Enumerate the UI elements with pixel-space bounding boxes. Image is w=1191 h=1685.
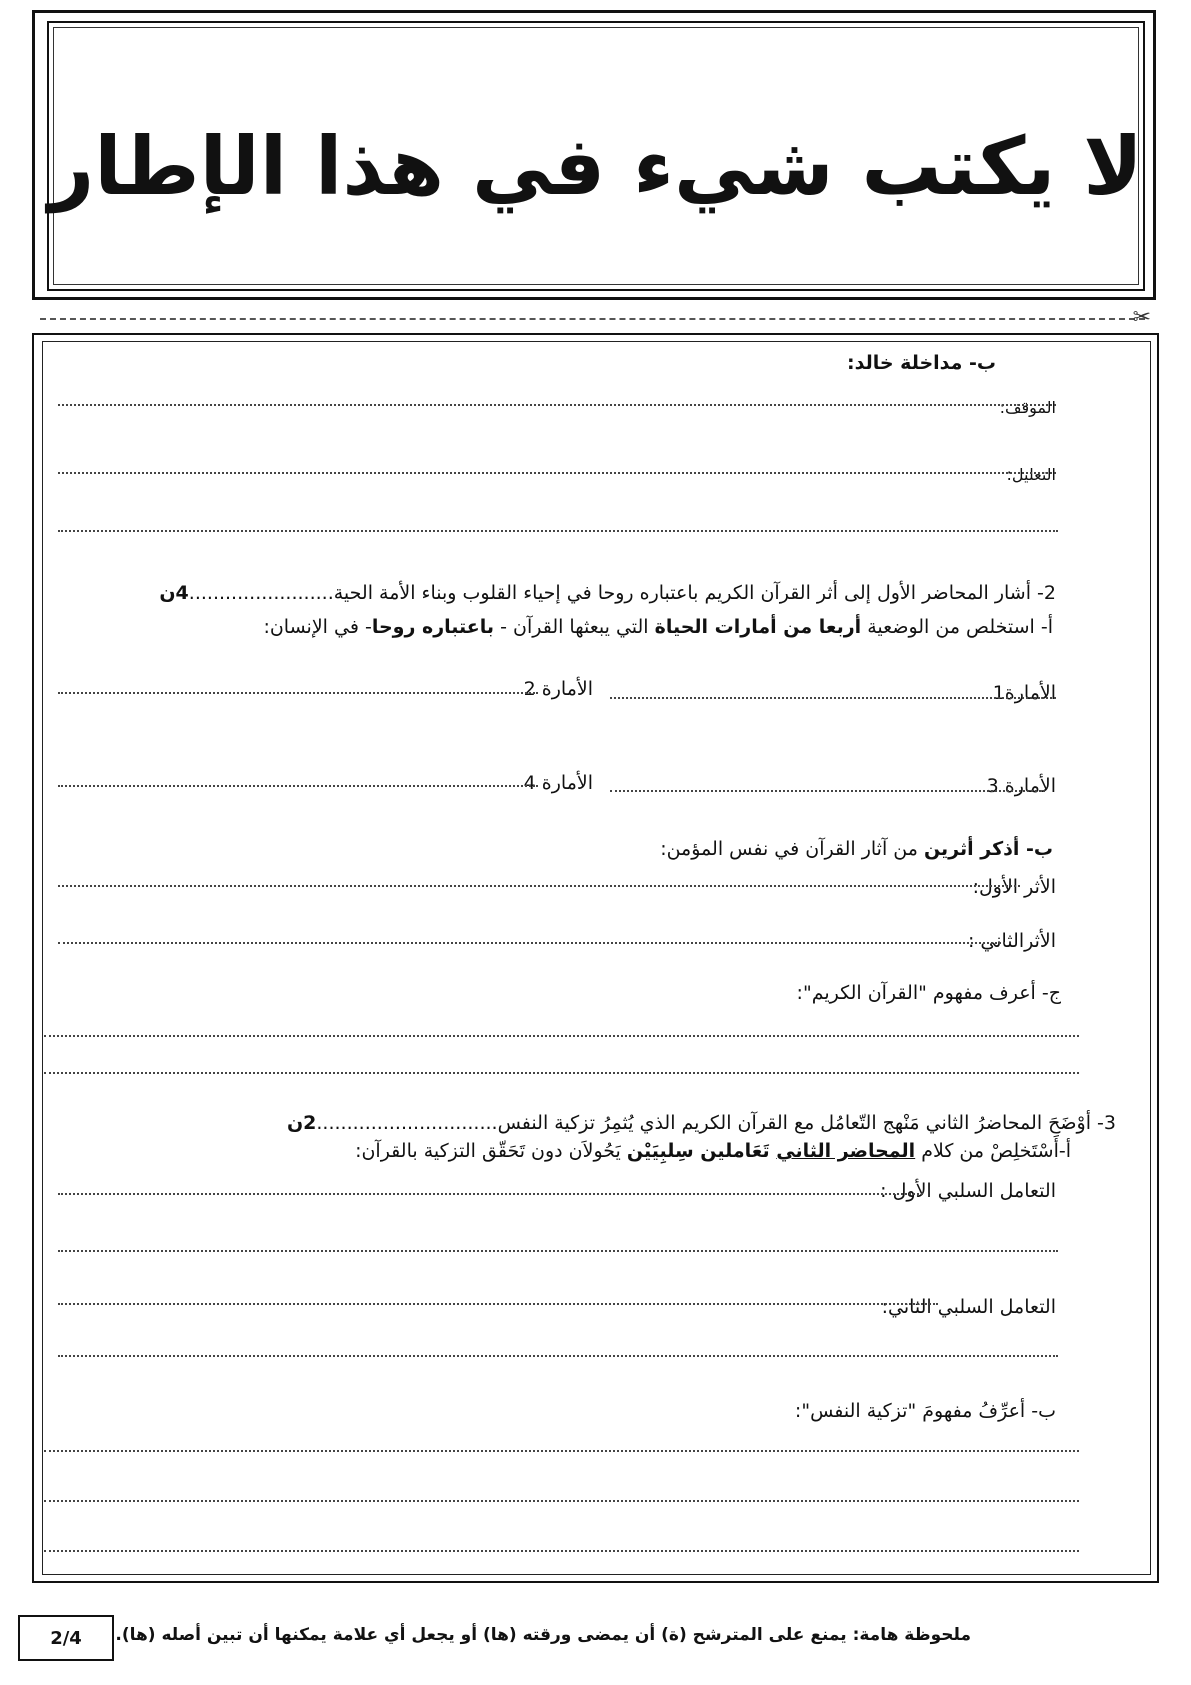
- answer-line[interactable]: [44, 1035, 1079, 1037]
- answer-line[interactable]: [44, 1450, 1079, 1452]
- sign1-label: الأمارة1: [992, 682, 1056, 704]
- section-b-title: ب- مداخلة خالد:: [847, 352, 996, 374]
- footer-note: ملحوظة هامة: يمنع على المترشح (ة) أن يمضى ورقته (ها) أو يجعل أي علامة يمكنها أن تبين أصله (ها).: [115, 1625, 971, 1645]
- scissors-icon: ✂: [1132, 305, 1151, 330]
- answer-line[interactable]: [58, 692, 538, 694]
- sign3-label: الأمارة 3: [986, 775, 1056, 797]
- q3-b-instruction: ب- أعرِّفُ مفهومَ "تزكية النفس":: [794, 1400, 1056, 1422]
- q2-a-mid: التي يبعثها القرآن -: [494, 616, 655, 638]
- answer-line[interactable]: [610, 697, 1056, 699]
- q2-a-prefix: أ- استخلص من الوضعية: [861, 616, 1053, 638]
- answer-line[interactable]: [58, 1355, 1058, 1357]
- cut-line: [40, 318, 1145, 320]
- negative2-label: التعامل السلبي الثاني:: [881, 1296, 1056, 1318]
- q3-points: 2ن: [286, 1112, 317, 1134]
- position-label: الموقف:: [999, 398, 1056, 417]
- q3-a-underline: المحاضر الثاني: [776, 1140, 916, 1162]
- q2-points: 4ن: [159, 582, 189, 604]
- effect1-label: الأثر الأول:: [972, 876, 1056, 898]
- sign4-label: الأمارة 4: [523, 772, 593, 794]
- answer-line[interactable]: [58, 942, 1005, 944]
- q3-a-instruction: [355, 1140, 1071, 1162]
- answer-line[interactable]: [58, 1250, 1058, 1252]
- answer-line[interactable]: [58, 785, 538, 787]
- q2-b-instruction: [660, 838, 1053, 860]
- answer-frame: [32, 333, 1159, 1583]
- negative1-label: التعامل السلبي الأول :: [880, 1180, 1056, 1202]
- q2-b-prefix: ب-: [1019, 838, 1053, 860]
- q3-a-suffix: يَحُولاَن دون تَحَقّق التزكية بالقرآن:: [355, 1140, 627, 1162]
- q3-a-bold: تَعَاملين سِلبِيَيْن: [626, 1140, 777, 1162]
- q3-a-prefix: أ-أَسْتَخلِصْ من كلام: [915, 1140, 1071, 1162]
- sign2-label: الأمارة 2: [523, 678, 593, 700]
- q2-a-bold2: باعتباره روحا: [371, 616, 495, 638]
- answer-line[interactable]: [610, 790, 1045, 792]
- q2-a-bold: أربعا من أمارات الحياة: [654, 616, 862, 638]
- answer-line[interactable]: [58, 472, 1056, 474]
- answer-line[interactable]: [58, 1303, 938, 1305]
- q3-stem: [287, 1112, 1116, 1134]
- justification-label: التعليل:: [1006, 465, 1056, 484]
- q2-stem-text: 2- أشار المحاضر الأول إلى أثر القرآن الكريم باعتباره روحا في إحياء القلوب وبناء الأمة الحية: [333, 582, 1056, 604]
- answer-line[interactable]: [58, 530, 1058, 532]
- q2-stem: [159, 582, 1056, 604]
- q2-b-bold: أذكر أثرين: [923, 838, 1020, 860]
- answer-line[interactable]: [58, 404, 1056, 406]
- q2-b-rest: من آثار القرآن في نفس المؤمن:: [660, 838, 924, 860]
- answer-line[interactable]: [58, 1193, 923, 1195]
- answer-line[interactable]: [58, 885, 1020, 887]
- q2-dots: ........................: [188, 582, 334, 604]
- q2-a-instruction: [263, 616, 1053, 638]
- no-write-title: لا يكتب شيء في هذا الإطار: [48, 120, 1143, 213]
- page-number: 2/4: [18, 1615, 114, 1661]
- answer-frame-inner: [42, 341, 1151, 1575]
- q3-dots: .............................: [316, 1112, 492, 1134]
- answer-line[interactable]: [44, 1500, 1079, 1502]
- answer-line[interactable]: [44, 1550, 1079, 1552]
- effect2-label: الأثرالثاني :: [967, 930, 1056, 952]
- q2-a-suffix: - في الإنسان:: [263, 616, 372, 638]
- q3-stem-text: 3- أوْضَحَ المحاضرُ الثاني مَنْهج التّعامُل مع القرآن الكريم الذي يُثمِرُ تزكية النفس.: [491, 1112, 1116, 1134]
- q2-c-instruction: ج- أعرف مفهوم "القرآن الكريم":: [796, 982, 1061, 1004]
- answer-line[interactable]: [44, 1072, 1079, 1074]
